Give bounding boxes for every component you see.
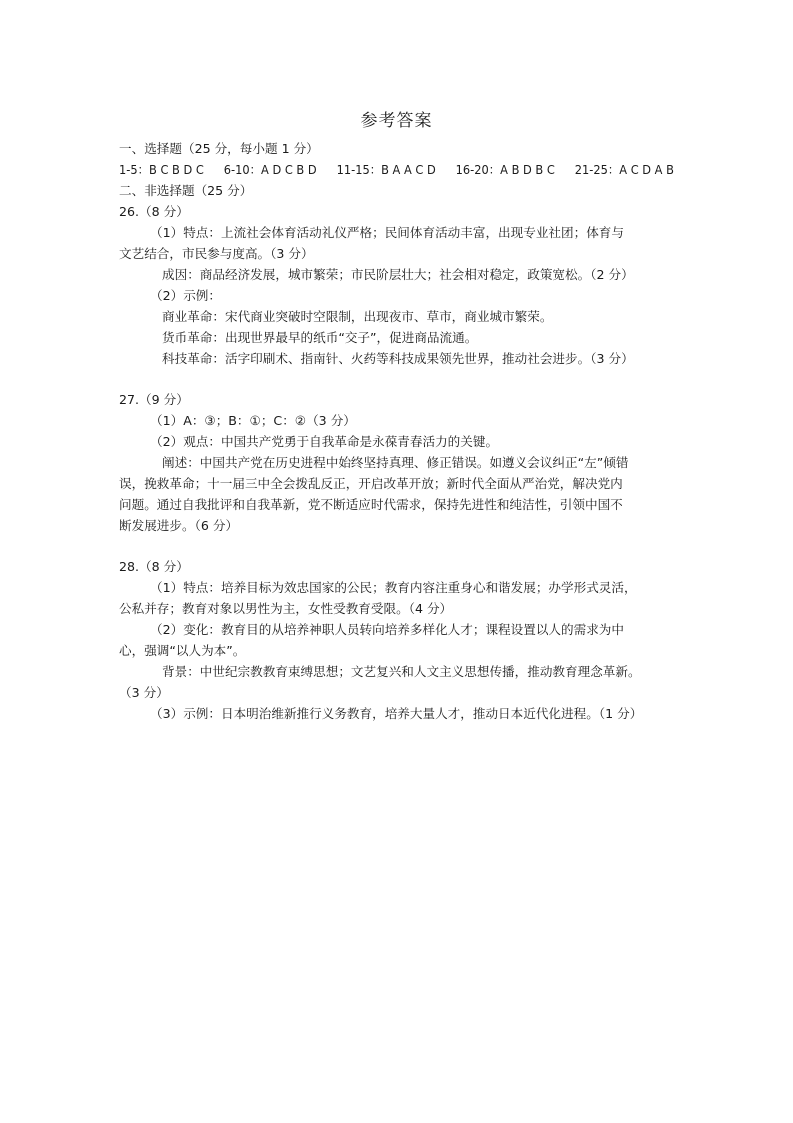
section1-heading: 一、选择题（25 分，每小题 1 分） xyxy=(119,141,319,156)
mcq-group-3: 11-15：B A A C D xyxy=(336,162,436,177)
q27-line-4: 误，挽救革命；十一届三中全会拨乱反正，开启改革开放；新时代全面从严治党，解决党内 xyxy=(119,476,623,491)
q26-line-1: （1）特点：上流社会体育活动礼仪严格；民间体育活动丰富，出现专业社团；体育与 xyxy=(150,225,624,240)
q28-line-7: （3）示例：日本明治维新推行义务教育，培养大量人才，推动日本近代化进程。（1 分） xyxy=(150,706,643,721)
q26-line-2: 文艺结合，市民参与度高。（3 分） xyxy=(119,246,314,261)
q26-line-7: 科技革命：活字印刷术、指南针、火药等科技成果领先世界，推动社会进步。（3 分） xyxy=(162,351,634,366)
page-title: 参考答案 xyxy=(360,111,433,131)
q27-line-2: （2）观点：中国共产党勇于自我革命是永葆青春活力的关键。 xyxy=(150,434,499,449)
q26-line-4: （2）示例： xyxy=(150,288,221,303)
q28-heading: 28.（8 分） xyxy=(119,559,189,574)
q26-line-5: 商业革命：宋代商业突破时空限制，出现夜市、草市，商业城市繁荣。 xyxy=(162,309,553,324)
q27-heading: 27.（9 分） xyxy=(119,392,189,407)
mcq-group-2: 6-10：A D C B D xyxy=(223,162,317,177)
q26-line-3: 成因：商品经济发展，城市繁荣；市民阶层壮大；社会相对稳定，政策宽松。（2 分） xyxy=(162,267,634,282)
mcq-answers-row xyxy=(119,162,690,178)
q28-line-6: （3 分） xyxy=(119,685,169,700)
q28-line-2: 公私并存；教育对象以男性为主，女性受教育受限。（4 分） xyxy=(119,601,453,616)
mcq-group-5: 21-25：A C D A B xyxy=(574,162,674,177)
q27-line-5: 问题。通过自我批评和自我革新，党不断适应时代需求，保持先进性和纯洁性，引领中国不 xyxy=(119,497,623,512)
q27-line-3: 阐述：中国共产党在历史进程中始终坚持真理、修正错误。如遵义会议纠正“左”倾错 xyxy=(162,455,629,470)
q28-line-1: （1）特点：培养目标为效忠国家的公民；教育内容注重身心和谐发展；办学形式灵活， xyxy=(150,580,637,595)
q27-line-1: （1）A：③；B：①；C：②（3 分） xyxy=(150,413,356,428)
q26-line-6: 货币革命：出现世界最早的纸币“交子”，促进商品流通。 xyxy=(162,330,478,345)
q28-line-4: 心，强调“以人为本”。 xyxy=(119,643,246,658)
q26-heading: 26.（8 分） xyxy=(119,204,189,219)
mcq-group-4: 16-20：A B D B C xyxy=(455,162,555,177)
mcq-group-1: 1-5：B C B D C xyxy=(119,162,204,177)
q28-line-3: （2）变化：教育目的从培养神职人员转向培养多样化人才；课程设置以人的需求为中 xyxy=(150,622,624,637)
q28-line-5: 背景：中世纪宗教教育束缚思想；文艺复兴和人文主义思想传播，推动教育理念革新。 xyxy=(162,664,641,679)
q27-line-6: 断发展进步。（6 分） xyxy=(119,518,239,533)
section2-heading: 二、非选择题（25 分） xyxy=(119,183,253,198)
